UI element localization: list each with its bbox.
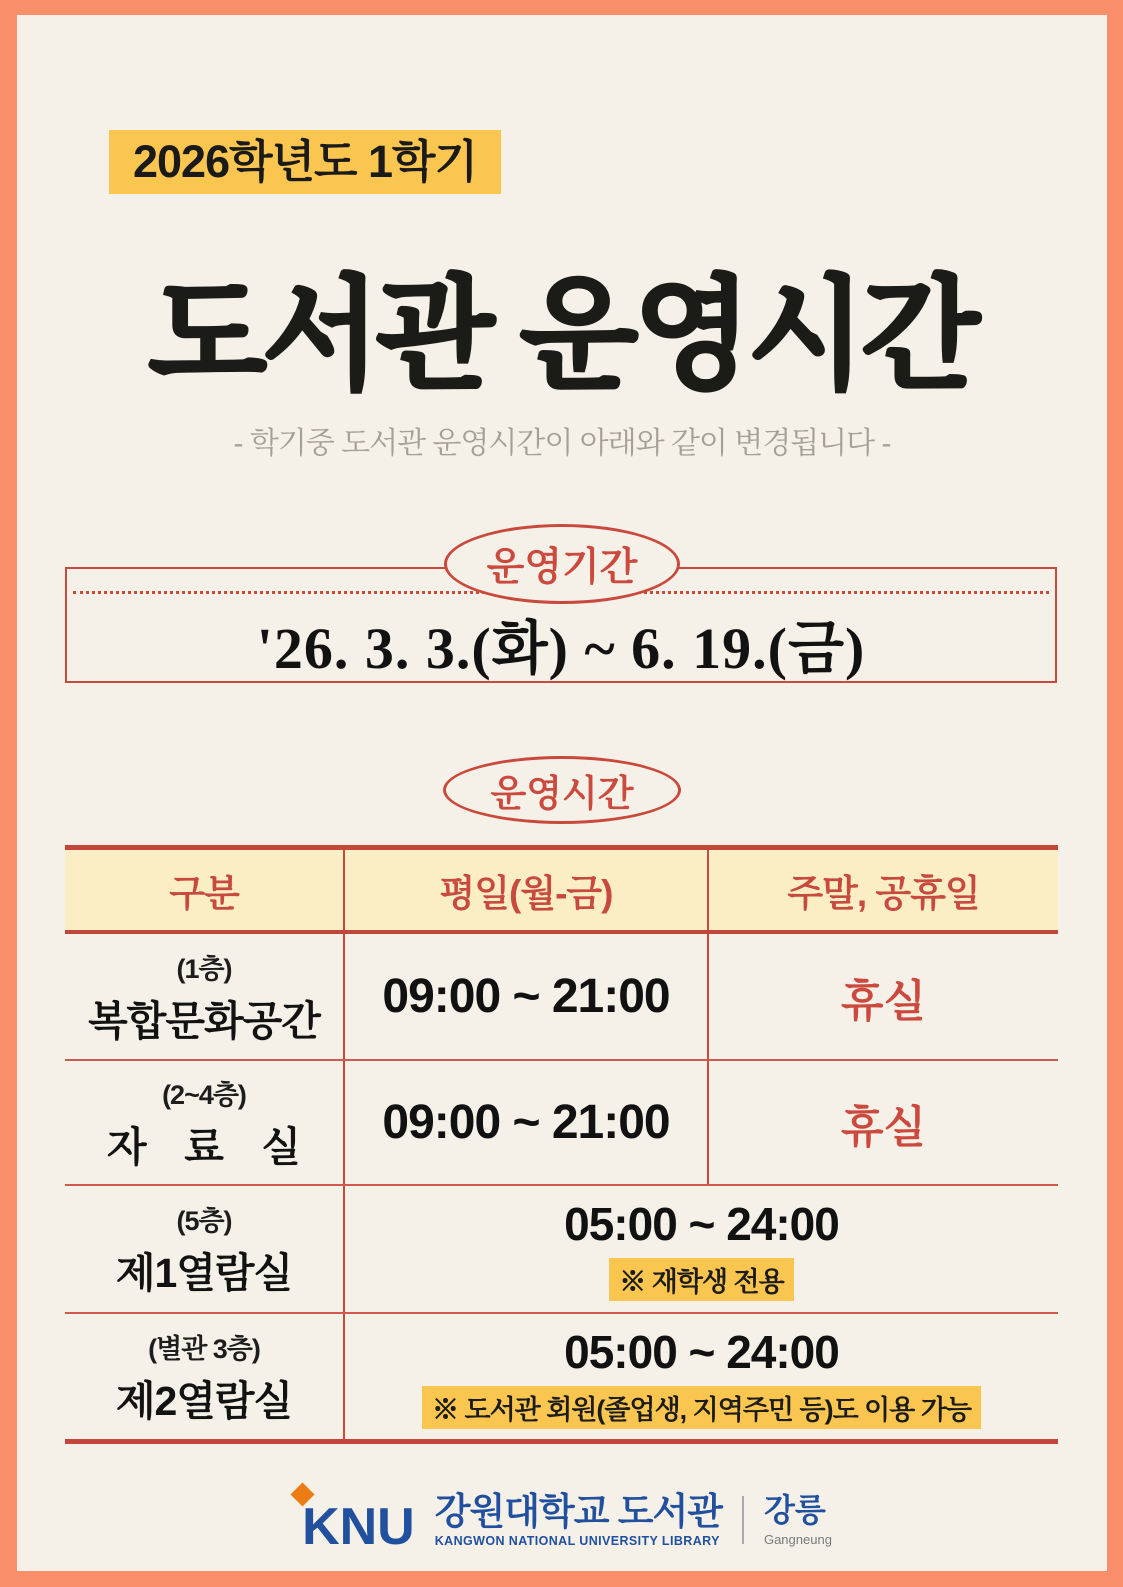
room-name-cell [65, 934, 343, 1059]
table-row [65, 934, 1058, 1061]
poster-canvas [17, 15, 1107, 1571]
knu-logo [292, 1487, 415, 1556]
all-days-hours: 05:00 ~ 24:00 [564, 1198, 839, 1250]
poster-title: 도서관 운영시간 [148, 267, 976, 403]
table-row [65, 1061, 1058, 1186]
room-name-cell [65, 1061, 343, 1184]
weekday-hours: 09:00 ~ 21:00 [382, 970, 670, 1023]
branch-block [764, 1493, 832, 1546]
header-weekend: 주말, 공휴일 [707, 850, 1058, 930]
period-badge: 운영기간 [444, 524, 680, 604]
weekday-hours-cell [343, 1061, 707, 1184]
room-name: 제1열람실 [115, 1250, 293, 1296]
table-row [65, 1186, 1058, 1314]
library-name-korean: 강원대학교 도서관 [434, 1490, 722, 1532]
hours-badge: 운영시간 [443, 756, 681, 824]
all-days-hours: 05:00 ~ 24:00 [564, 1325, 839, 1378]
hours-table [65, 845, 1058, 1444]
table-row [65, 1314, 1058, 1444]
room-floor: (5층) [176, 1206, 232, 1236]
room-name: 제2열람실 [115, 1377, 293, 1424]
room-floor: (2~4층) [162, 1079, 246, 1110]
header-weekday: 평일(월-금) [343, 850, 707, 930]
room-floor: (1층) [176, 953, 232, 984]
library-name-block [435, 1492, 722, 1549]
footer-divider [742, 1496, 744, 1544]
room-name: 자 료 실 [106, 1123, 315, 1170]
semester-chip: 2026학년도 1학기 [109, 130, 501, 194]
footer-logo [17, 1487, 1107, 1556]
branch-name-english: Gangneung [763, 1531, 832, 1547]
room-floor: (별관 3층) [148, 1333, 260, 1364]
usage-note: ※ 재학생 전용 [609, 1258, 793, 1301]
knu-acronym: KNU [302, 1498, 415, 1556]
room-name: 복합문화공간 [88, 997, 320, 1044]
table-header-row [65, 845, 1058, 934]
weekend-status-cell [707, 1061, 1058, 1184]
all-days-hours-cell [343, 1186, 1058, 1312]
all-days-hours-cell [343, 1314, 1058, 1439]
weekend-status: 휴실 [840, 976, 926, 1026]
poster-subtitle: - 학기중 도서관 운영시간이 아래와 같이 변경됩니다 - [233, 427, 891, 460]
period-date-range: '26. 3. 3.(화) ~ 6. 19.(금) [256, 616, 866, 681]
branch-name-korean: 강릉 [763, 1492, 826, 1529]
weekday-hours: 09:00 ~ 21:00 [382, 1096, 670, 1149]
weekend-status: 휴실 [840, 1102, 926, 1152]
weekday-hours-cell [343, 934, 707, 1059]
room-name-cell [65, 1314, 343, 1439]
header-category: 구분 [169, 873, 239, 914]
room-name-cell [65, 1186, 343, 1312]
usage-note: ※ 도서관 회원(졸업생, 지역주민 등)도 이용 가능 [422, 1386, 981, 1429]
weekend-status-cell [707, 934, 1058, 1059]
library-name-english: KANGWON NATIONAL UNIVERSITY LIBRARY [434, 1534, 720, 1549]
